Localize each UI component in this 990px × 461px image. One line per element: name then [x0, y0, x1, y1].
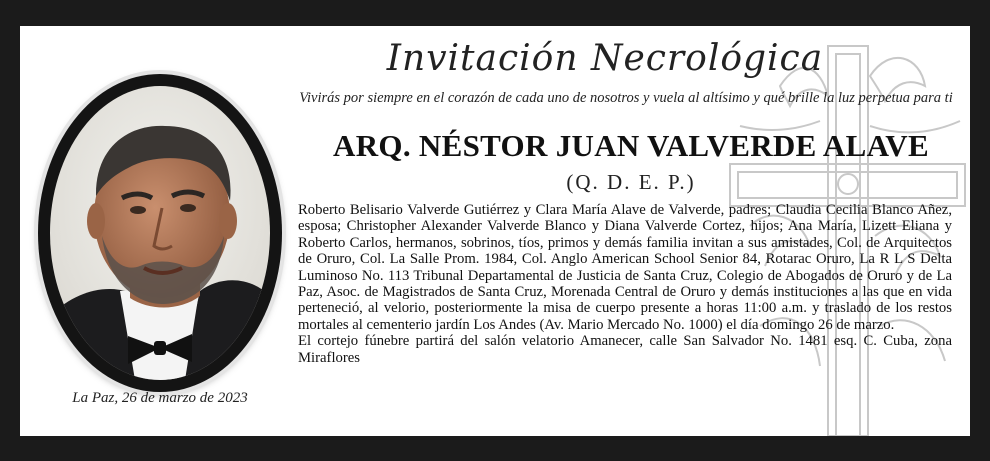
portrait-photo: [50, 86, 270, 380]
obituary-card: [20, 26, 970, 436]
page-title: Invitación Necrológica: [386, 38, 824, 79]
deceased-name: ARQ. NÉSTOR JUAN VALVERDE ALAVE: [333, 128, 929, 163]
date-line: La Paz, 26 de marzo de 2023: [72, 390, 248, 406]
invitation-text: [298, 202, 952, 366]
rip-label: (Q. D. E. P.): [566, 170, 696, 194]
invitation-paragraph-family: Roberto Belisario Valverde Gutiérrez y Clara María Alave de Valverde, padres; Claudia Cecilia Blanco Añez, esposa; Christopher Alexander Valverde Blanco y Diana Valverde Cortez, hijos; Ana María, Lizett Eliana y Roberto Carlos, hermanos, sobrinos, tíos, primos y demás familia invitan a sus amistades, Col. de Arquitectos de Oruro, Col. La Salle Prom. 1984, Col. Anglo American School Senior 84, Rotarac Oruro, La R L S Delta Luminoso No. 113 Tribunal Departamental de Justicia de Santa Cruz, Colegio de Abogados de Oruro y de La Paz, Asoc. de Magistrados de Santa Cruz, Morenada Central de Oruro y demás instituciones a las que en vida perteneció, al velorio, posteriormente la misa de cuerpo presente a horas 11:00 a.m. y traslado de los restos mortales al cementerio jardín Los Andes (Av. Mario Mercado No. 1000) el día domingo 26 de marzo.: [298, 202, 952, 333]
invitation-paragraph-cortege: El cortejo fúnebre partirá del salón velatorio Amanecer, calle San Salvador No. 1481 esq. C. Cuba, zona Miraflores: [298, 333, 952, 366]
subtitle-verse: Vivirás por siempre en el corazón de cada uno de nosotros y vuela al altísimo y qué brille la luz perpetua para ti: [299, 90, 953, 106]
